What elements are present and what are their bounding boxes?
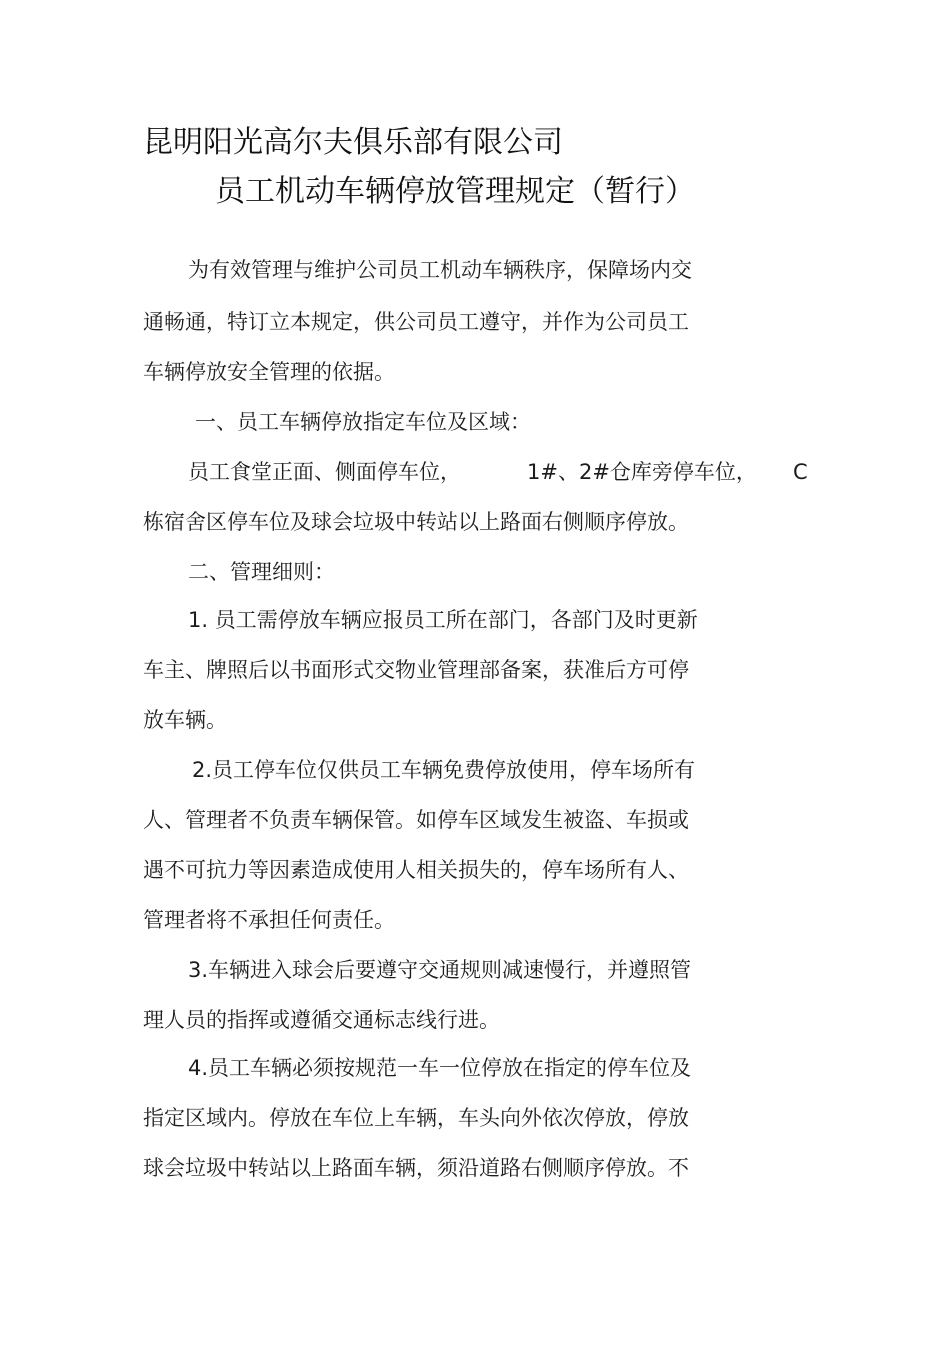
paragraph-line: 3.车辆进入球会后要遵守交通规则减速慢行，并遵照管 xyxy=(188,958,692,982)
paragraph-line: 4.员工车辆必须按规范一车一位停放在指定的停车位及 xyxy=(188,1056,692,1080)
paragraph-line: 员工食堂正面、侧面停车位， xyxy=(188,460,461,484)
paragraph-line: 理人员的指挥或遵循交通标志线行进。 xyxy=(143,1008,500,1032)
section-heading: 一、员工车辆停放指定车位及区域： xyxy=(195,410,531,434)
paragraph-line: 栋宿舍区停车位及球会垃圾中转站以上路面右侧顺序停放。 xyxy=(143,510,689,534)
paragraph-line: 遇不可抗力等因素造成使用人相关损失的，停车场所有人、 xyxy=(143,858,689,882)
paragraph-line: 2.员工停车位仅供员工车辆免费停放使用，停车场所有 xyxy=(192,758,696,782)
paragraph-line: 指定区域内。停放在车位上车辆，车头向外依次停放，停放 xyxy=(143,1106,689,1130)
paragraph-line: 通畅通，特订立本规定，供公司员工遵守，并作为公司员工 xyxy=(143,310,689,334)
document-title: 员工机动车辆停放管理规定（暂行） xyxy=(215,174,695,209)
section-heading: 二、管理细则： xyxy=(188,560,335,584)
paragraph-line: 车主、牌照后以书面形式交物业管理部备案，获准后方可停 xyxy=(143,658,689,682)
paragraph-line: 车辆停放安全管理的依据。 xyxy=(143,360,395,384)
paragraph-line: 为有效管理与维护公司员工机动车辆秩序，保障场内交 xyxy=(188,258,692,282)
paragraph-line: 放车辆。 xyxy=(143,708,227,732)
paragraph-line: 管理者将不承担任何责任。 xyxy=(143,908,395,932)
paragraph-line: 1#、2#仓库旁停车位， xyxy=(527,460,757,484)
company-title: 昆明阳光高尔夫俱乐部有限公司 xyxy=(143,125,563,160)
paragraph-line: 1. 员工需停放车辆应报员工所在部门，各部门及时更新 xyxy=(188,608,698,632)
paragraph-line: C xyxy=(793,460,808,484)
paragraph-line: 球会垃圾中转站以上路面车辆，须沿道路右侧顺序停放。不 xyxy=(143,1156,689,1180)
paragraph-line: 人、管理者不负责车辆保管。如停车区域发生被盗、车损或 xyxy=(143,808,689,832)
